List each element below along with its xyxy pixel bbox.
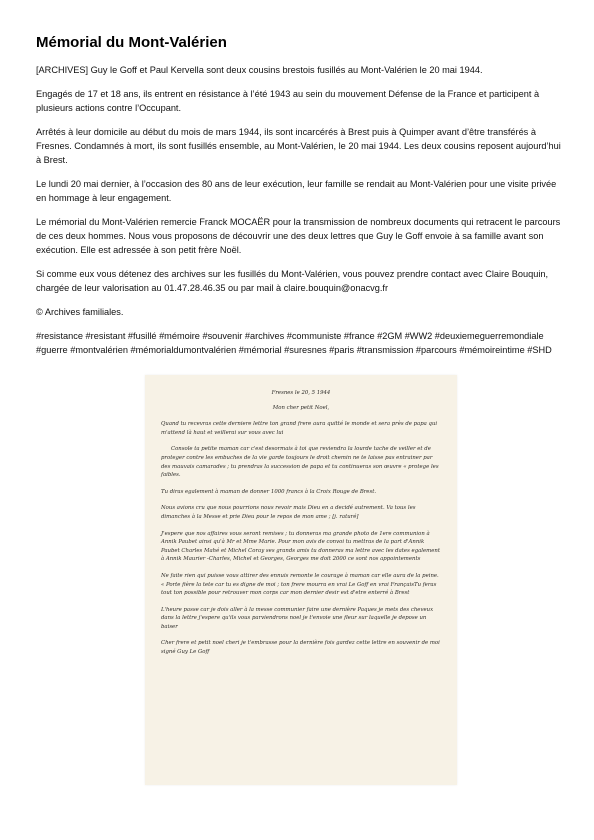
letter-salutation: Mon cher petit Noel, [272, 404, 330, 411]
letter-date: Fresnes le 20, 5 1944 [271, 390, 331, 396]
hashtags[interactable]: #resistance #resistant #fusillé #mémoire #souvenir #archives #communiste #france #2GM #WW2 #deuxiemeguerremondiale #guerre #montvalérien #mémorialdumontvalérien #mémorial #suresnes #paris #transmission #parcours #mémoireintime #SHD [36, 331, 552, 355]
letter-paragraph: Nous avions cru que nous pourrions nous revoir mais Dieu en a decidé autrement. Va tous les dimanches à la Messe et prie Dieu pour le repos de mon ame ; [j. raturé] [161, 505, 416, 520]
post-paragraph: Engagés de 17 et 18 ans, ils entrent en résistance à l’été 1943 au sein du mouvement Défense de la France et participent à plusieurs actions contre l’Occupant. [36, 89, 540, 113]
copyright-note: © Archives familiales. [36, 307, 124, 317]
letter-paragraph: Cher frere et petit noel cheri je t'embrasse pour la dernière fois gardez cette lettre en souvenir de moi signé Guy Le Goff [161, 640, 440, 656]
letter-paragraph: Console ta petite maman car c'est desormais à toi que reviendra la lourde tache de veiller et de proteger contre les embuches de la vie garde toujours le droit chemin ne te laisse pas entrainer par des mauvais camarades ; tu prendras la succession de papa et tu continueras son œuvre « protege les faibles. [161, 446, 439, 479]
post-paragraph: [ARCHIVES] Guy le Goff et Paul Kervella sont deux cousins brestois fusillés au Mont-Valérien le 20 mai 1944. [36, 65, 483, 75]
post-paragraph: Le lundi 20 mai dernier, à l’occasion des 80 ans de leur exécution, leur famille se rendait au Mont-Valérien pour une visite privée en hommage à leur engagement. [36, 179, 557, 203]
post [36, 34, 564, 367]
letter-paragraph: Tu diras egalement à maman de donner 1000 francs à la Croix Rouge de Brest. [161, 488, 377, 495]
post-paragraph: Si comme eux vous détenez des archives sur les fusillés du Mont-Valérien, vous pouvez prendre contact avec Claire Bouquin, chargée de leur valorisation au 01.47.28.46.35 ou par mail à claire.bouquin@onacvg.fr [36, 269, 549, 293]
letter-paragraph: J'espere que nos affaires vous seront remises ; tu donneras ma grande photo de 1ere communion à Annik Paubet ainsi qu'à Mr et Mme Marie. Pour mon avis de convoi tu mettras de la part d'Annik Paubet Charles Mahé et Michel Coray ses grands amis tu donneras ma lettre avec les dates egalement à Annik Maurier -Charles, Michel et Georges, Georges me doit 2000 ce sont nos appointements [161, 530, 440, 563]
post-title: Mémorial du Mont-Valérien [36, 34, 227, 51]
letter-paragraph: Ne faite rien qui puisse vous attirer des ennuis remonte le courage à maman car elle aura de la peine. « Porte fière la tete car tu es digne de moi ; ton frere mourra en vrai Le Goff en vrai FrançaisTu feras tout ton possible pour retrouver mon corps car mon dernier desir est d'etre enterré à Brest [161, 572, 439, 597]
letter-paragraph: L'heure passe car je dois aller à la messe communier faire une dernière Paques je mets des cheveux dans la lettre j'espere qu'ils vous parviendrons noel je t'envoie une fleur sur laquelle je depose un baiser [161, 606, 434, 630]
letter-image [145, 375, 457, 785]
post-paragraph: Arrêtés à leur domicile au début du mois de mars 1944, ils sont incarcérés à Brest puis à Quimper avant d’être transférés à Fresnes. Condamnés à mort, ils sont fusillés ensemble, au Mont-Valérien, le 20 mai 1944. Les deux cousins reposent aujourd’hui à Brest. [36, 127, 561, 165]
post-paragraph: Le mémorial du Mont-Valérien remercie Franck MOCAËR pour la transmission de nombreux documents qui retracent le parcours de ces deux hommes. Nous vous proposons de découvrir une des deux lettres que Guy le Goff envoie à sa famille avant son exécution. Elle est adressée à son petit frère Noël. [36, 217, 561, 255]
letter-paragraph: Quand tu recevras cette derniere lettre ton grand frere aura quitté le monde et sera près de papa qui m'attend là haut et veillerai sur vous avec lui [161, 421, 438, 436]
